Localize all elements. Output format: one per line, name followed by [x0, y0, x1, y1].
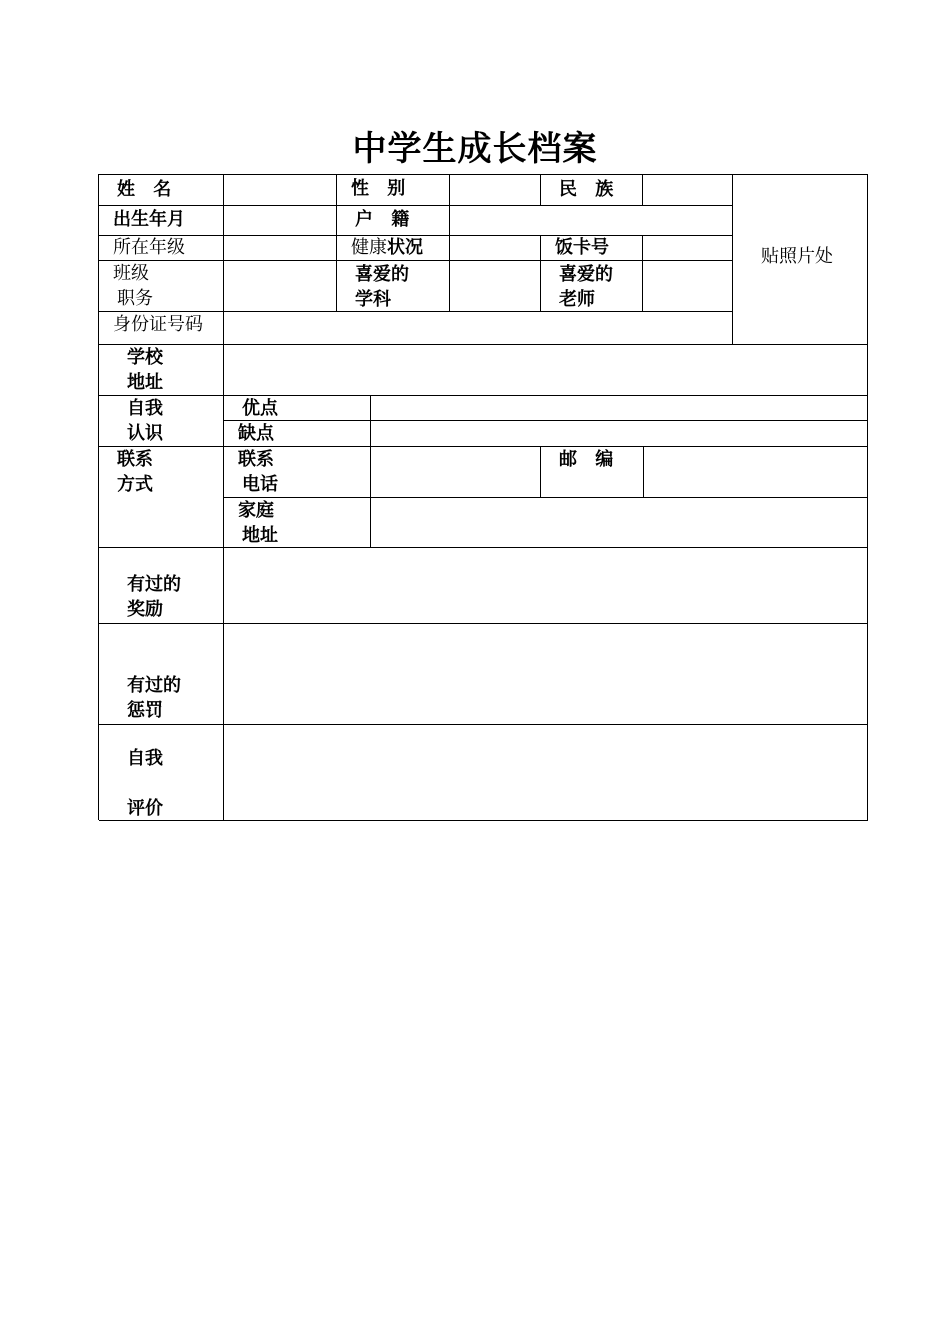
label-penalties: [99, 624, 224, 725]
label-fav-subject-1: 喜爱的: [355, 264, 409, 285]
label-health-suffix: 状况: [387, 237, 423, 258]
label-strengths-text: 优点: [242, 398, 278, 419]
label-gender-text: 性 别: [351, 178, 406, 199]
field-meal-card[interactable]: [643, 236, 733, 261]
label-fav-teacher-2: 老师: [559, 289, 595, 310]
label-weaknesses-text: 缺点: [238, 423, 274, 444]
label-strengths: [224, 396, 371, 421]
label-contact-2: 方式: [117, 474, 153, 495]
label-health: [337, 236, 450, 261]
field-school-address[interactable]: [224, 345, 868, 396]
label-name-text: 姓 名: [117, 179, 172, 200]
label-self-eval: [99, 725, 224, 821]
label-self-awareness: [99, 396, 224, 447]
label-name: [99, 175, 224, 206]
label-postcode-text: 邮 编: [559, 449, 614, 470]
label-self-eval-2: 评价: [127, 798, 163, 819]
label-awards: [99, 548, 224, 624]
label-self-awareness-1: 自我: [127, 398, 163, 419]
field-postcode[interactable]: [644, 447, 868, 498]
label-phone-1: 联系: [238, 449, 274, 470]
label-awards-1: 有过的: [127, 574, 181, 595]
label-hukou-text: 户 籍: [355, 209, 410, 230]
field-strengths[interactable]: [371, 396, 868, 421]
label-id-number-text: 身份证号码: [113, 314, 203, 335]
photo-box[interactable]: [733, 175, 868, 345]
field-class-role[interactable]: [224, 261, 337, 312]
field-name[interactable]: [224, 175, 337, 206]
field-birth[interactable]: [224, 206, 337, 236]
label-fav-teacher-1: 喜爱的: [559, 264, 613, 285]
field-weaknesses[interactable]: [371, 421, 868, 447]
label-meal-card-text: 饭卡号: [555, 237, 609, 258]
field-awards[interactable]: [224, 548, 868, 624]
label-school-address-1: 学校: [127, 347, 163, 368]
field-gender[interactable]: [450, 175, 541, 206]
field-self-eval[interactable]: [224, 725, 868, 821]
label-grade-text: 所在年级: [113, 237, 185, 258]
label-postcode: [541, 447, 644, 498]
field-phone[interactable]: [371, 447, 541, 498]
page-title: 中学生成长档案: [352, 129, 598, 169]
field-health[interactable]: [450, 236, 541, 261]
label-awards-2: 奖励: [127, 599, 163, 620]
label-home-address-1: 家庭: [238, 500, 274, 521]
student-record-form: [98, 174, 868, 820]
field-fav-teacher[interactable]: [643, 261, 733, 312]
photo-label: 贴照片处: [761, 246, 833, 267]
field-penalties[interactable]: [224, 624, 868, 725]
label-fav-teacher: [541, 261, 643, 312]
field-fav-subject[interactable]: [450, 261, 541, 312]
label-self-eval-1: 自我: [127, 748, 163, 769]
field-id-number[interactable]: [224, 312, 733, 345]
label-class-role-2: 职务: [117, 288, 153, 309]
label-penalties-1: 有过的: [127, 675, 181, 696]
label-ethnicity: [541, 175, 643, 206]
label-birth-text: 出生年月: [113, 209, 185, 230]
label-id-number: [99, 312, 224, 345]
label-ethnicity-text: 民 族: [559, 179, 614, 200]
label-hukou: [337, 206, 450, 236]
label-fav-subject: [337, 261, 450, 312]
label-contact-1: 联系: [117, 449, 153, 470]
label-meal-card: [541, 236, 643, 261]
label-contact: [99, 447, 224, 548]
label-school-address: [99, 345, 224, 396]
label-home-address-2: 地址: [242, 525, 278, 546]
label-weaknesses: [224, 421, 371, 447]
label-phone-2: 电话: [242, 474, 278, 495]
label-phone: [224, 447, 371, 498]
label-penalties-2: 惩罚: [127, 700, 163, 721]
field-home-address[interactable]: [371, 498, 868, 548]
label-gender: [337, 175, 450, 206]
label-birth: [99, 206, 224, 236]
field-hukou[interactable]: [450, 206, 733, 236]
label-self-awareness-2: 认识: [127, 423, 163, 444]
label-class-role-1: 班级: [113, 263, 149, 284]
label-class-role: [99, 261, 224, 312]
label-home-address: [224, 498, 371, 548]
label-health-prefix: 健康: [351, 237, 387, 258]
label-grade: [99, 236, 224, 261]
label-school-address-2: 地址: [127, 372, 163, 393]
label-fav-subject-2: 学科: [355, 289, 391, 310]
field-ethnicity[interactable]: [643, 175, 733, 206]
label-health-text: [351, 236, 423, 260]
field-grade[interactable]: [224, 236, 337, 261]
